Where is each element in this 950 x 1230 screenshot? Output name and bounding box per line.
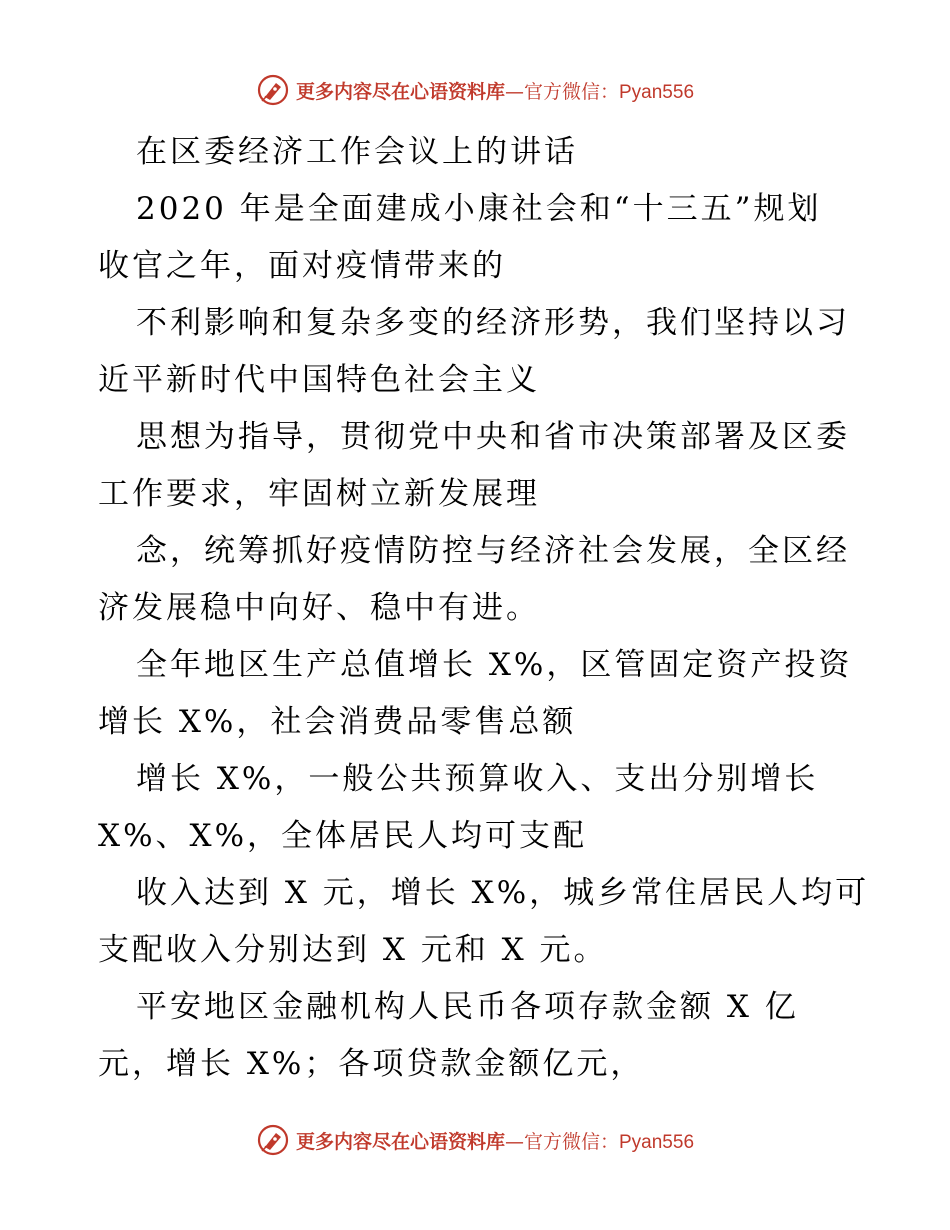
pen-nib-logo-icon (256, 1123, 290, 1157)
text-line: 念，统筹抓好疫情防控与经济社会发展，全区经 (136, 533, 850, 569)
text-line: 收入达到 X 元，增长 X%，城乡常住居民人均可 (136, 875, 870, 911)
text-line: 收官之年，面对疫情带来的 (98, 248, 506, 284)
text-line: 2020 年是全面建成小康社会和“十三五”规划 (136, 191, 822, 227)
document-body (98, 124, 870, 1093)
text-line: 增长 X%，一般公共预算收入、支出分别增长 (136, 761, 819, 797)
pen-nib-logo-icon (256, 73, 290, 107)
watermark-wechat-label: 官方微信： (523, 1130, 619, 1153)
text-line: 增长 X%，社会消费品零售总额 (98, 704, 577, 740)
watermark-brand: 更多内容尽在心语资料库 (295, 1130, 505, 1153)
text-line: 元，增长 X%；各项贷款金额亿元， (98, 1046, 645, 1082)
text-line: 工作要求，牢固树立新发展理 (98, 476, 540, 512)
text-line: 济发展稳中向好、稳中有进。 (98, 590, 540, 626)
watermark-brand: 更多内容尽在心语资料库 (295, 80, 505, 103)
text-line: 支配收入分别达到 X 元和 X 元。 (98, 932, 608, 968)
watermark-group (256, 73, 694, 107)
text-line: 思想为指导，贯彻党中央和省市决策部署及区委 (136, 419, 850, 455)
watermark-group (256, 1123, 694, 1157)
footer-watermark (0, 1120, 950, 1160)
text-line: 平安地区金融机构人民币各项存款金额 X 亿 (136, 989, 799, 1025)
watermark-wechat-id: Pyan556 (619, 1131, 695, 1153)
watermark-separator: — (504, 1130, 524, 1153)
watermark-wechat-label: 官方微信： (523, 80, 619, 103)
text-line: 近平新时代中国特色社会主义 (98, 362, 540, 398)
header-watermark (0, 70, 950, 110)
text-line: 不利影响和复杂多变的经济形势，我们坚持以习 (136, 305, 850, 341)
watermark-wechat-id: Pyan556 (619, 81, 695, 103)
text-line: X%、X%，全体居民人均可支配 (98, 818, 588, 854)
watermark-separator: — (504, 80, 524, 103)
watermark-text (296, 77, 694, 104)
document-title: 在区委经济工作会议上的讲话 (136, 134, 578, 170)
watermark-text (296, 1127, 694, 1154)
text-line: 全年地区生产总值增长 X%，区管固定资产投资 (136, 647, 853, 683)
